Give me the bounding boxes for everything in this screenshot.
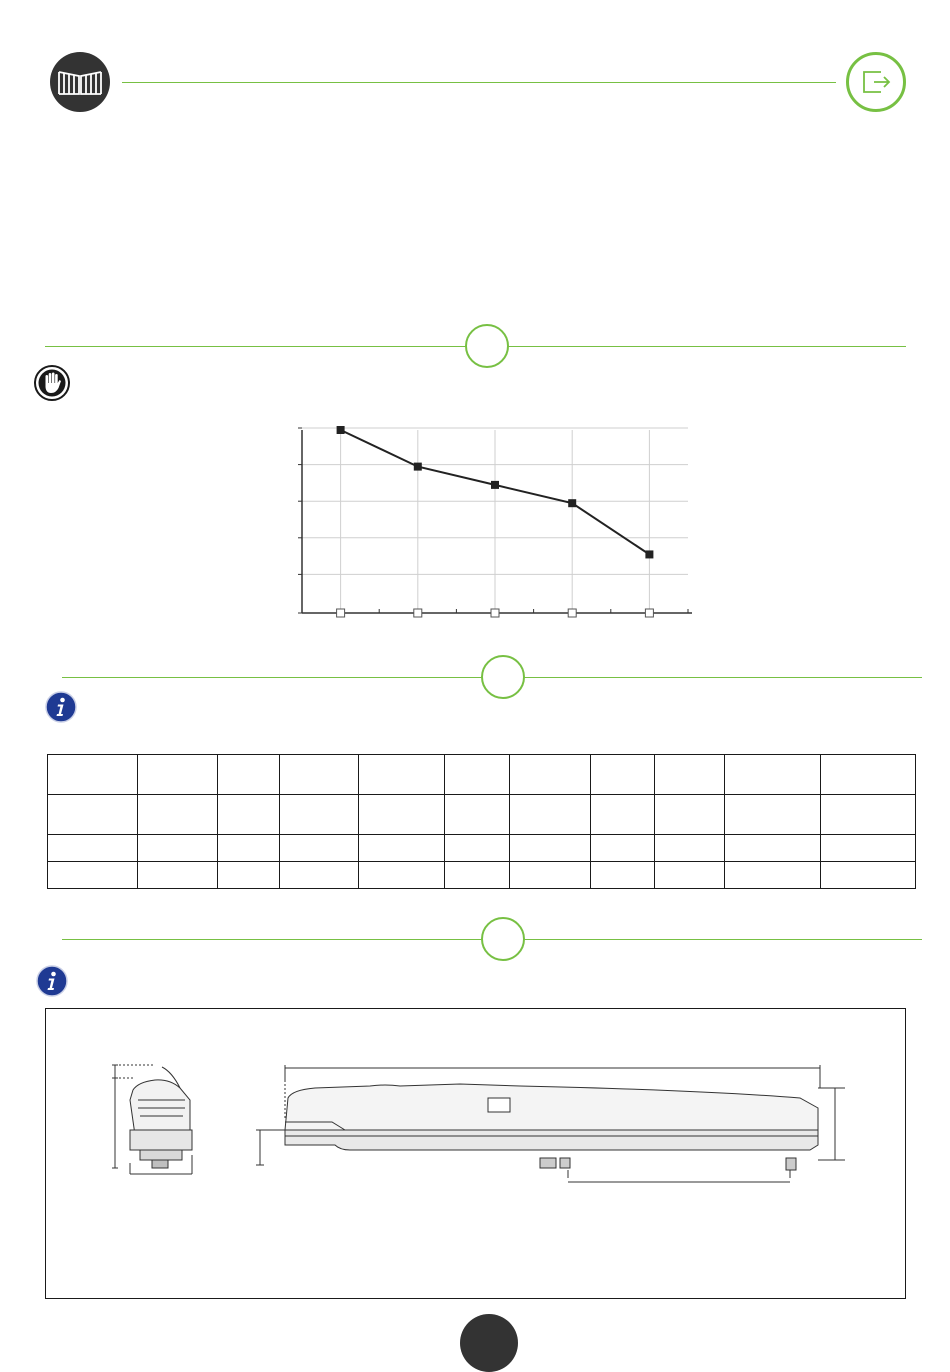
chart-baseline-point (645, 609, 653, 617)
performance-chart (290, 418, 700, 654)
table-cell (359, 862, 445, 889)
table-cell (725, 835, 821, 862)
section-3-info-badge (36, 965, 68, 997)
table-cell (359, 835, 445, 862)
section-2-marker (481, 655, 525, 699)
table-cell (48, 795, 138, 835)
table-cell (138, 795, 218, 835)
table-cell (655, 862, 725, 889)
motor-end-view (112, 1065, 192, 1174)
table-row (48, 755, 916, 795)
chart-grid (302, 428, 688, 613)
table-cell (445, 835, 510, 862)
table-row (48, 835, 916, 862)
table-cell (138, 835, 218, 862)
table-cell (48, 755, 138, 795)
gate-icon (50, 52, 110, 112)
header-gate-badge (50, 52, 110, 112)
chart-baseline-point (337, 609, 345, 617)
table-cell (591, 835, 655, 862)
table-cell (591, 795, 655, 835)
table-cell (280, 755, 359, 795)
section-1-marker (465, 324, 509, 368)
table-cell (218, 862, 280, 889)
chart-baseline-point (414, 609, 422, 617)
chart-point (414, 463, 422, 471)
table-cell (821, 795, 916, 835)
table-cell (48, 862, 138, 889)
table-cell (138, 755, 218, 795)
table-cell (218, 755, 280, 795)
table-cell (591, 862, 655, 889)
table-cell (280, 795, 359, 835)
chart-baseline-point (491, 609, 499, 617)
header-exit-badge[interactable] (846, 52, 906, 112)
table-cell (280, 862, 359, 889)
exit-arrow-icon (849, 55, 903, 109)
chart-point (645, 550, 653, 558)
table-cell (359, 795, 445, 835)
section-1-stop-badge (33, 364, 71, 402)
table-cell (510, 755, 591, 795)
table-cell (510, 835, 591, 862)
table-row (48, 795, 916, 835)
hand-stop-icon (33, 364, 71, 402)
table-cell (725, 755, 821, 795)
chart-baseline-point (568, 609, 576, 617)
table-cell (359, 755, 445, 795)
chart-point (337, 426, 345, 434)
table-cell (821, 755, 916, 795)
table-cell (280, 835, 359, 862)
table-cell (218, 835, 280, 862)
chart-point (491, 481, 499, 489)
table-cell (445, 755, 510, 795)
table-cell (655, 755, 725, 795)
table-row (48, 862, 916, 889)
table-cell (510, 795, 591, 835)
info-icon (36, 965, 68, 997)
table-cell (725, 795, 821, 835)
table-cell (218, 795, 280, 835)
table-cell (591, 755, 655, 795)
section-2-info-badge (45, 691, 77, 723)
table-cell (655, 795, 725, 835)
table-cell (655, 835, 725, 862)
table-cell (138, 862, 218, 889)
header-rule (122, 82, 836, 83)
table-cell (725, 862, 821, 889)
table-cell (445, 862, 510, 889)
spec-table (47, 754, 916, 889)
dimension-drawing (100, 1050, 860, 1190)
table-cell (445, 795, 510, 835)
chart-point (568, 499, 576, 507)
table-cell (821, 835, 916, 862)
table-cell (48, 835, 138, 862)
table-cell (510, 862, 591, 889)
section-3-marker (481, 917, 525, 961)
motor-side-view (256, 1065, 845, 1182)
page-number-tab (460, 1314, 518, 1372)
table-cell (821, 862, 916, 889)
info-icon (45, 691, 77, 723)
